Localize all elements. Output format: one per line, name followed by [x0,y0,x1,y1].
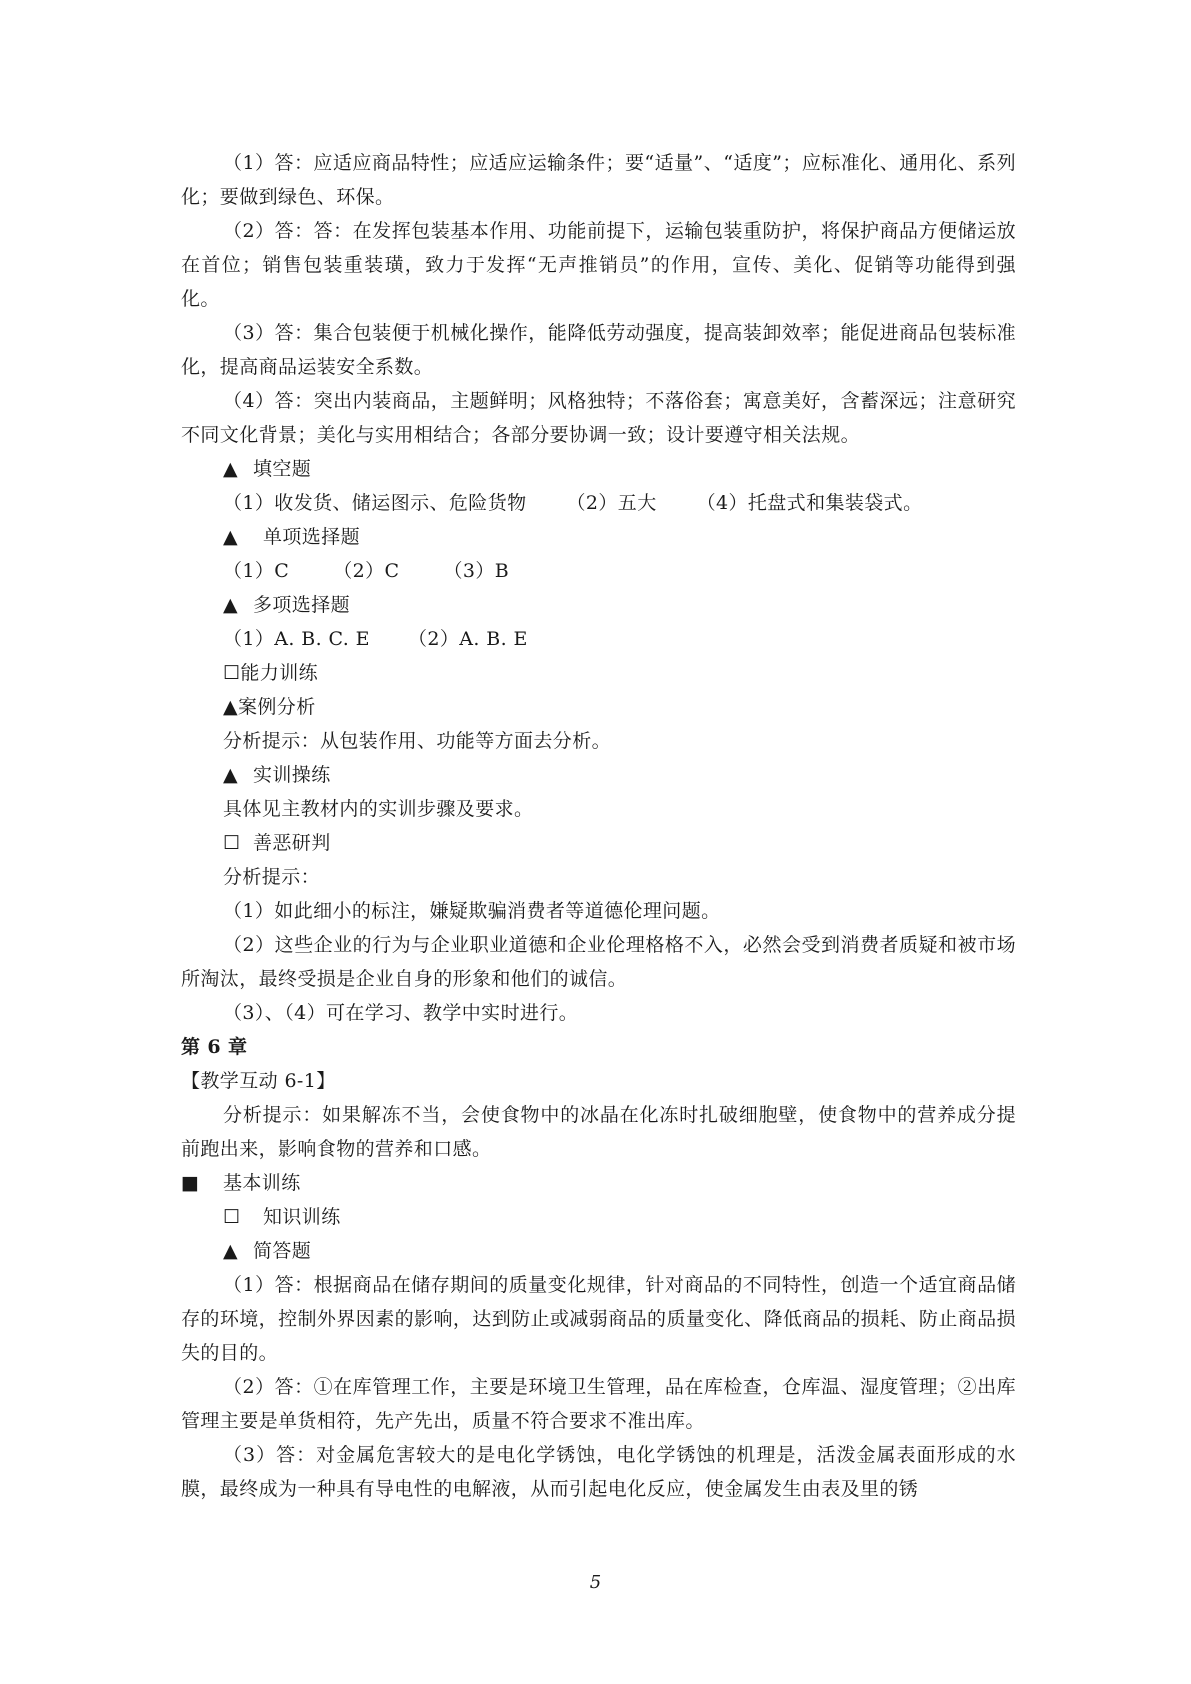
triangle-marker-icon: ▲ [223,1240,239,1262]
practice-text: 具体见主教材内的实训步骤及要求。 [223,798,534,820]
short-answer-title: 简答题 [253,1240,312,1262]
checkbox-marker-icon: ☐ [223,1206,241,1228]
triangle-marker-icon: ▲ [223,526,239,548]
case-analysis-heading: ▲案例分析 [223,696,316,718]
fill-blank-answers [181,486,1016,520]
practice-heading [181,758,1016,792]
ch6-analysis-hint: 分析提示：如果解冻不当，会使食物中的冰晶在化冻时扎破细胞壁，使食物中的营养成分提前跑出来，影响食物的营养和口感。 [181,1104,1016,1160]
square-marker-icon: ■ [181,1172,200,1194]
ethics-point-3: （3）、（4）可在学习、教学中实时进行。 [223,1002,579,1024]
ch5-answer-3: （3）答：集合包装便于机械化操作，能降低劳动强度，提高装卸效率；能促进商品包装标准化，提高商品运装安全系数。 [181,322,1016,378]
ethics-heading [181,826,1016,860]
chapter-6-title: 第 6 章 [181,1036,248,1058]
ch5-answer-1: （1）答：应适应商品特性；应适应运输条件；要“适量”、“适度”；应标准化、通用化、系列化；要做到绿色、环保。 [181,152,1016,208]
ch6-answer-2: （2）答：①在库管理工作，主要是环境卫生管理，品在库检查，仓库温、湿度管理；②出库管理主要是单货相符，先产先出，质量不符合要求不准出库。 [181,1376,1016,1432]
single-choice-title: 单项选择题 [263,526,361,548]
basic-training-heading [181,1166,1016,1200]
single-answer-1: （1）C [223,560,290,582]
ethics-hint-label: 分析提示： [223,866,321,888]
ch6-answer-3: （3）答：对金属危害较大的是电化学锈蚀，电化学锈蚀的机理是，活泼金属表面形成的水膜，最终成为一种具有导电性的电解液，从而引起电化反应，使金属发生由表及里的锈 [181,1444,1016,1500]
single-answer-2: （2）C [333,560,400,582]
single-choice-answers [181,554,1016,588]
teaching-interaction-label: 【教学互动 6-1】 [181,1070,336,1092]
checkbox-marker-icon: ☐ [223,832,241,854]
fill-blank-title: 填空题 [253,458,312,480]
ch5-answer-2: （2）答：答：在发挥包装基本作用、功能前提下，运输包装重防护，将保护商品方便储运放在首位；销售包装重装璜，致力于发挥“无声推销员”的作用，宣传、美化、促销等功能得到强化。 [181,220,1016,310]
ch5-answer-4: （4）答：突出内装商品，主题鲜明；风格独特；不落俗套；寓意美好，含蓄深远；注意研究不同文化背景；美化与实用相结合；各部分要协调一致；设计要遵守相关法规。 [181,390,1016,446]
multi-answer-1: （1）A. B. C. E [223,628,370,650]
fill-blank-heading [181,452,1016,486]
ethics-title: 善恶研判 [253,832,331,854]
basic-training-title: 基本训练 [223,1172,301,1194]
ch6-answer-1: （1）答：根据商品在储存期间的质量变化规律，针对商品的不同特性，创造一个适宜商品储存的环境，控制外界因素的影响，达到防止或减弱商品的质量变化、降低商品的损耗、防止商品损失的目的。 [181,1274,1016,1364]
fill-answer-3: （4）托盘式和集装袋式。 [696,492,923,514]
single-answer-3: （3）B [443,560,510,582]
knowledge-training-title: 知识训练 [263,1206,341,1228]
multi-choice-heading [181,588,1016,622]
case-analysis-hint: 分析提示：从包装作用、功能等方面去分析。 [223,730,612,752]
triangle-marker-icon: ▲ [223,764,239,786]
ethics-point-1: （1）如此细小的标注，嫌疑欺骗消费者等道德伦理问题。 [223,900,721,922]
triangle-marker-icon: ▲ [223,458,239,480]
fill-answer-2: （2）五大 [566,492,657,514]
page-number: 5 [589,1572,602,1593]
ability-training-heading: ☐能力训练 [223,662,319,684]
knowledge-training-heading [181,1200,1016,1234]
multi-answer-2: （2）A. B. E [407,628,528,650]
ethics-point-2: （2）这些企业的行为与企业职业道德和企业伦理格格不入，必然会受到消费者质疑和被市场所淘汰，最终受损是企业自身的形象和他们的诚信。 [181,934,1016,990]
page-content [181,146,1016,1506]
practice-title: 实训操练 [253,764,331,786]
multi-choice-title: 多项选择题 [253,594,351,616]
single-choice-heading [181,520,1016,554]
fill-answer-1: （1）收发货、储运图示、危险货物 [223,492,527,514]
multi-choice-answers [181,622,1016,656]
short-answer-heading [181,1234,1016,1268]
triangle-marker-icon: ▲ [223,594,239,616]
